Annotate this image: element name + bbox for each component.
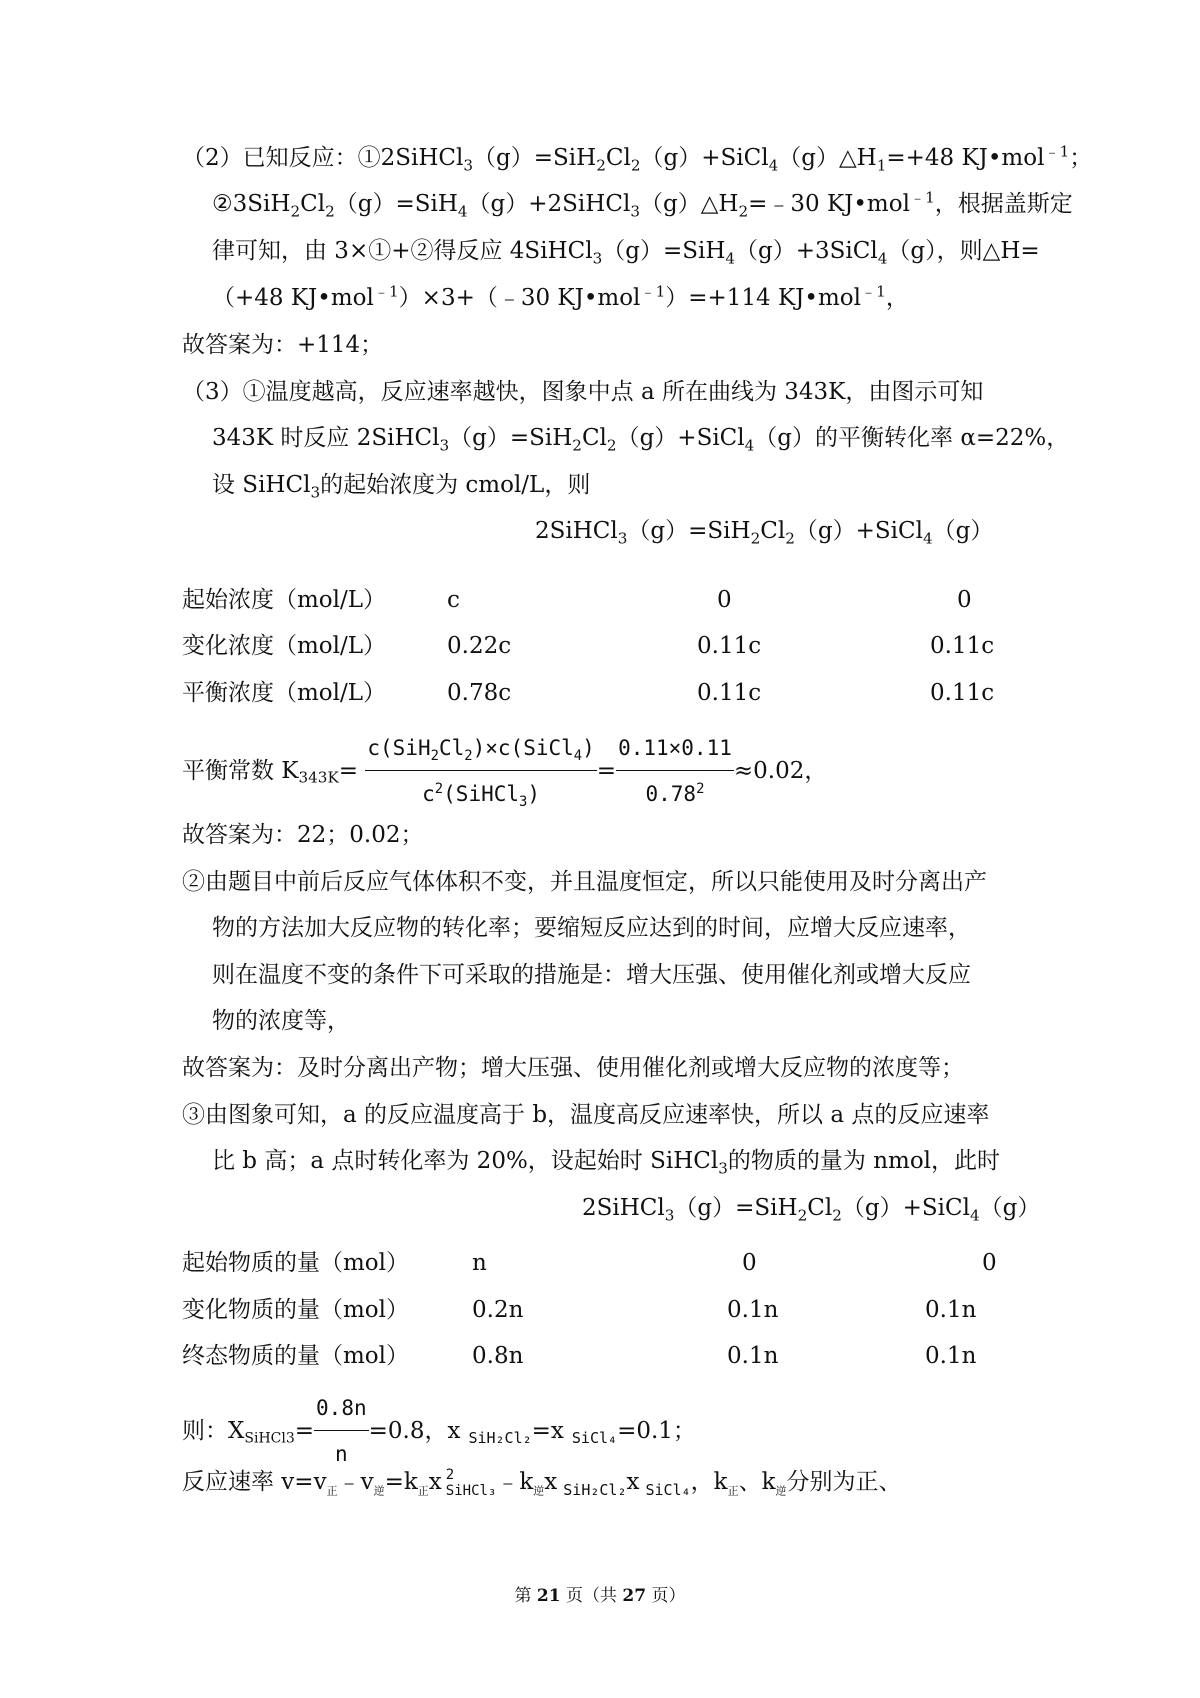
text: 页（共 <box>560 1586 623 1606</box>
row-label: 变化物质的量（mol） <box>182 1297 410 1323</box>
cell: 0.11c <box>697 633 762 659</box>
text: (SiHCl <box>443 782 520 806</box>
superscript: ﹣1 <box>640 282 666 301</box>
text: （g）=SiH <box>627 518 751 544</box>
cell: 0.11c <box>930 680 995 706</box>
cell: 0.1n <box>925 1297 977 1323</box>
text: =+48 KJ•mol <box>886 145 1045 171</box>
cell: n <box>472 1250 487 1276</box>
text: （g）=SiH <box>473 145 597 171</box>
text: （g）=SiH <box>449 425 573 451</box>
text: （g）+SiCl <box>794 518 923 544</box>
subscript: 3 <box>718 1159 728 1178</box>
subscript: 3 <box>617 529 628 548</box>
subscript: 逆 <box>533 1484 545 1498</box>
text: =﹣30 KJ•mol <box>748 191 910 217</box>
part3-line1: （3）①温度越高，反应速率越快，图象中点 a 所在曲线为 343K，由图示可知 <box>182 379 984 405</box>
text: 2SiHCl <box>582 1195 665 1221</box>
subscript: 2 <box>606 436 617 455</box>
subscript: 正 <box>727 1484 739 1498</box>
subscript: SiCl₄ <box>645 1480 691 1499</box>
subscript: SiHCl₃ <box>445 1483 497 1499</box>
subscript: 2 <box>596 156 606 175</box>
text: （g）+SiCl <box>841 1195 970 1221</box>
text: x <box>626 1469 640 1495</box>
subscript: 2 <box>630 156 641 175</box>
subscript: 2 <box>325 202 335 221</box>
cell: 0 <box>742 1250 757 1276</box>
cell: 0.1n <box>727 1343 779 1369</box>
text: （g）+SiCl <box>640 145 769 171</box>
text: 平衡常数 K <box>182 758 299 784</box>
subscript: 4 <box>768 156 779 175</box>
row-label: 变化浓度（mol/L） <box>182 633 387 659</box>
subscript: 3 <box>439 436 450 455</box>
text: 2SiHCl <box>535 518 618 544</box>
subscript: 2 <box>572 436 582 455</box>
part3-q3-line2 <box>212 1146 1000 1176</box>
part2-line3 <box>212 236 1040 266</box>
subscript: SiH₂Cl₂ <box>563 1480 627 1499</box>
text: = <box>596 758 617 784</box>
text: =0.1； <box>617 1418 696 1444</box>
text: （g），则△H= <box>887 238 1040 264</box>
subscript: 4 <box>457 202 468 221</box>
part3-q2-line2: 物的方法加大反应物的转化率；要缩短反应达到的时间，应增大反应速率， <box>212 915 971 941</box>
superscript: ﹣1 <box>373 282 399 301</box>
superscript: 2 <box>445 1467 455 1483</box>
text: （g）=SiH <box>334 191 458 217</box>
subscript: 正 <box>326 1484 338 1498</box>
text: 343K 时反应 2SiHCl <box>212 425 440 451</box>
text: 则：X <box>182 1418 245 1444</box>
text: 律可知，由 3×①+②得反应 4SiHCl <box>212 238 593 264</box>
text: （g） <box>979 1195 1041 1221</box>
subscript: 4 <box>725 249 736 268</box>
text: = <box>338 758 359 784</box>
text: 、k <box>738 1469 776 1495</box>
text: （g）=SiH <box>602 238 726 264</box>
text: ﹣v <box>337 1469 374 1495</box>
text: = <box>294 1418 315 1444</box>
numerator <box>365 728 596 771</box>
row-label: 终态物质的量（mol） <box>182 1343 410 1369</box>
text: ， <box>885 285 909 311</box>
text: c <box>422 782 435 806</box>
row-label: 平衡浓度（mol/L） <box>182 680 387 706</box>
superscript: ﹣1 <box>1044 142 1070 161</box>
subscript: SiH₂Cl₂ <box>468 1428 532 1447</box>
cell: 0.22c <box>447 633 512 659</box>
part3-line2 <box>212 423 1069 453</box>
denominator <box>616 771 734 814</box>
text: =k <box>384 1469 418 1495</box>
text: x <box>428 1469 442 1495</box>
subscript: 2 <box>738 202 749 221</box>
subscript: 4 <box>922 529 933 548</box>
text: （g）△H <box>639 191 739 217</box>
cell: 0 <box>717 587 732 613</box>
cell: 0.8n <box>472 1343 524 1369</box>
text: 设 SiHCl <box>212 472 311 498</box>
page-footer <box>0 1581 1200 1606</box>
rate-expression <box>182 1462 902 1502</box>
text: =x <box>531 1418 564 1444</box>
text: （+48 KJ•mol <box>212 285 374 311</box>
text: 的起始浓度为 cmol/L，则 <box>320 472 591 498</box>
cell: 0 <box>982 1250 997 1276</box>
subscript: 4 <box>877 249 888 268</box>
text: ②3SiH <box>212 191 291 217</box>
row-label: 起始物质的量（mol） <box>182 1250 410 1276</box>
numerator: 0.11×0.11 <box>616 728 734 771</box>
answer-part2: 故答案为：+114； <box>182 332 384 358</box>
cell: 0.11c <box>697 680 762 706</box>
cell: 0.1n <box>727 1297 779 1323</box>
subscript: 2 <box>832 1206 842 1225</box>
subscript: SiCl₄ <box>571 1428 618 1447</box>
subscript: 4 <box>744 436 755 455</box>
subscript: 2 <box>290 202 301 221</box>
text: Cl <box>760 518 786 544</box>
numerator: 0.8n <box>314 1388 369 1431</box>
subscript: 2 <box>464 748 473 765</box>
text: （g）+3SiCl <box>735 238 878 264</box>
part3-q3-line1: ③由图象可知，a 的反应温度高于 b，温度高反应速率快，所以 a 点的反应速率 <box>182 1102 990 1128</box>
text: 分别为正、 <box>786 1469 902 1495</box>
row-label: 起始浓度（mol/L） <box>182 587 387 613</box>
text: 的物质的量为 nmol，此时 <box>727 1148 1001 1174</box>
part3-line3 <box>212 470 590 500</box>
superscript: ﹣1 <box>861 282 886 301</box>
text: ）=+114 KJ•mol <box>665 285 861 311</box>
equilibrium-constant-formula <box>182 728 827 814</box>
page-number: 21 <box>536 1586 561 1606</box>
superscript: 2 <box>696 781 705 797</box>
text: ) <box>582 736 595 760</box>
subscript: 4 <box>969 1206 980 1225</box>
superscript: ﹣1 <box>909 188 935 207</box>
subscript: 3 <box>630 202 640 221</box>
superscript: 2 <box>434 781 444 797</box>
subscript: 2 <box>797 1206 808 1225</box>
text: ； <box>1069 145 1093 171</box>
subscript: 3 <box>463 156 474 175</box>
subscript: 逆 <box>775 1484 787 1498</box>
part3-q2-line1: ②由题目中前后反应气体体积不变，并且温度恒定，所以只能使用及时分离出产 <box>182 869 987 895</box>
subscript: 2 <box>785 529 795 548</box>
subscript: 2 <box>430 748 439 765</box>
text: Cl <box>581 425 607 451</box>
text: 反应速率 v=v <box>182 1469 327 1495</box>
fraction-k <box>365 728 596 814</box>
text: ≈0.02， <box>733 758 828 784</box>
denominator <box>365 771 596 814</box>
subscript: 3 <box>592 249 603 268</box>
text: （g）=SiH <box>674 1195 798 1221</box>
subscript: 4 <box>573 748 583 765</box>
text: =0.8，x <box>368 1418 461 1444</box>
text: 0.78 <box>645 782 697 806</box>
subscript: SiHCl3 <box>244 1430 295 1447</box>
part3-q2-line3: 则在温度不变的条件下可采取的措施是：增大压强、使用催化剂或增大反应 <box>212 962 971 988</box>
subscript: 343K <box>298 768 339 787</box>
text: Cl <box>807 1195 833 1221</box>
answer-part3-2: 故答案为：及时分离出产物；增大压强、使用催化剂或增大反应物的浓度等； <box>182 1055 964 1081</box>
subscript: 正 <box>417 1484 429 1498</box>
subscript: 逆 <box>373 1484 385 1498</box>
text: （2）已知反应：①2SiHCl <box>182 145 464 171</box>
subscript: 1 <box>876 156 887 175</box>
text: c(SiH <box>367 736 431 760</box>
part2-line1 <box>182 143 1092 173</box>
reaction-equation-2 <box>582 1193 1040 1223</box>
total-pages: 27 <box>622 1586 647 1606</box>
text: Cl <box>300 191 326 217</box>
text: （g） <box>932 518 994 544</box>
text: Cl <box>605 145 631 171</box>
script-stack <box>446 1467 497 1499</box>
text: ﹣k <box>496 1469 534 1495</box>
reaction-equation-1 <box>535 516 993 546</box>
text: 比 b 高；a 点时转化率为 20%，设起始时 SiHCl <box>212 1148 719 1174</box>
cell: 0.2n <box>472 1297 524 1323</box>
text: ）×3+（﹣30 KJ•mol <box>398 285 641 311</box>
answer-part3-1: 故答案为：22；0.02； <box>182 822 424 848</box>
cell: 0.11c <box>930 633 995 659</box>
text: 第 <box>514 1586 537 1606</box>
cell: c <box>447 587 460 613</box>
subscript: 3 <box>664 1206 675 1225</box>
part3-q2-line4: 物的浓度等， <box>212 1008 350 1034</box>
subscript: 3 <box>310 483 321 502</box>
text: （g）+SiCl <box>616 425 745 451</box>
denominator: n <box>334 1442 348 1466</box>
text: ，k <box>690 1469 728 1495</box>
cell: 0.1n <box>925 1343 977 1369</box>
cell: 0 <box>957 587 972 613</box>
subscript: 2 <box>750 529 761 548</box>
text: ，根据盖斯定 <box>934 191 1073 217</box>
text: （g）的平衡转化率 α=22%， <box>754 425 1070 451</box>
fraction-numeric <box>616 728 734 814</box>
text: )×c(SiCl <box>472 736 574 760</box>
subscript: 3 <box>519 794 528 811</box>
text: x <box>544 1469 558 1495</box>
cell: 0.78c <box>447 680 512 706</box>
text: （g）△H <box>778 145 877 171</box>
text: Cl <box>438 736 465 760</box>
text: 页） <box>646 1586 686 1606</box>
part2-line2 <box>212 189 1073 219</box>
text: ) <box>527 782 541 806</box>
part2-line4 <box>212 283 909 313</box>
text: （g）+2SiHCl <box>467 191 631 217</box>
